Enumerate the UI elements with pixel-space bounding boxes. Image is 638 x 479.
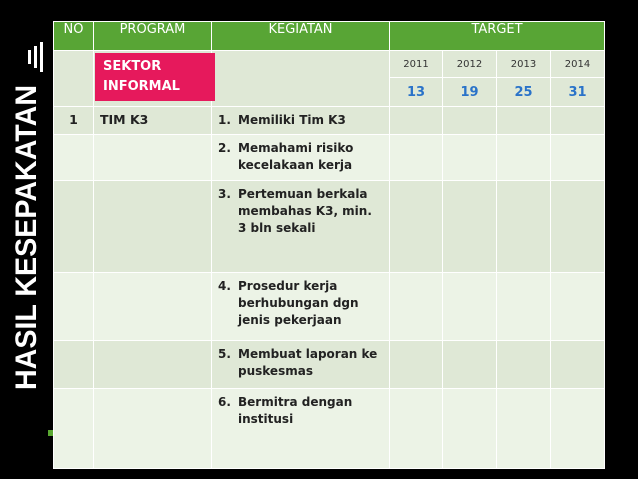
sector-line1: SEKTOR [103, 59, 162, 74]
target-2011: 13 [390, 78, 443, 107]
decorative-lines-icon [6, 40, 46, 74]
cell-empty [54, 51, 94, 107]
year-2013: 2013 [497, 51, 551, 78]
table-row [54, 181, 605, 273]
kegiatan-item: Memahami risiko kecelakaan kerja [238, 141, 354, 172]
item-number: 6. [218, 395, 231, 409]
item-number: 4. [218, 279, 231, 293]
target-2014: 31 [551, 78, 605, 107]
header-program: PROGRAM [94, 22, 212, 51]
header-kegiatan: KEGIATAN [212, 22, 390, 51]
item-number: 5. [218, 347, 231, 361]
table-row [54, 135, 605, 181]
year-2012: 2012 [443, 51, 497, 78]
target-2013: 25 [497, 78, 551, 107]
table-row [54, 341, 605, 389]
row-no: 1 [69, 112, 78, 127]
table-row [54, 107, 605, 135]
side-title [6, 80, 44, 400]
table-row [54, 273, 605, 341]
kegiatan-item: Prosedur kerja berhubungan dgn jenis pekerjaan [238, 279, 359, 327]
target-2012: 19 [443, 78, 497, 107]
row-program: TIM K3 [100, 112, 149, 127]
year-2014: 2014 [551, 51, 605, 78]
item-number: 1. [218, 113, 231, 127]
kegiatan-item: Memiliki Tim K3 [238, 113, 346, 127]
table-row [54, 389, 605, 469]
sector-badge [95, 53, 215, 101]
year-2011: 2011 [390, 51, 443, 78]
item-number: 2. [218, 141, 231, 155]
kegiatan-item: Membuat laporan ke puskesmas [238, 347, 378, 378]
header-row [54, 22, 605, 51]
side-title-text: HASIL KESEPAKATAN [10, 80, 43, 390]
header-no: NO [54, 22, 94, 51]
kegiatan-item: Bermitra dengan institusi [238, 395, 353, 426]
header-target: TARGET [390, 22, 605, 51]
cell-empty [212, 51, 390, 107]
item-number: 3. [218, 187, 231, 201]
sector-line2: INFORMAL [103, 79, 180, 94]
kegiatan-item: Pertemuan berkala membahas K3, min. 3 bln sekali [238, 187, 372, 235]
